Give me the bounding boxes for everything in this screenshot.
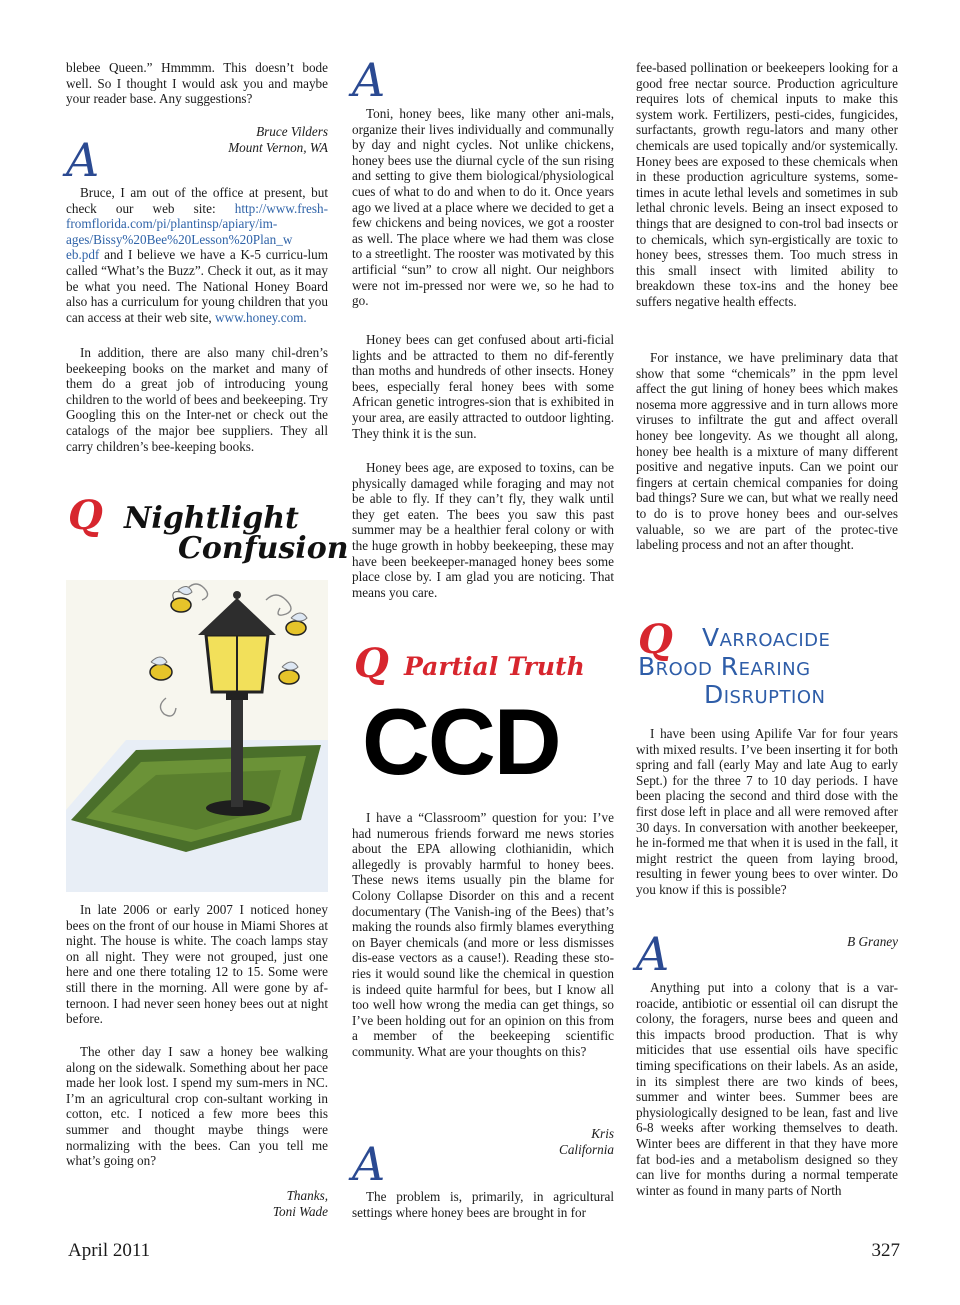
signature-place: Mount Vernon, WA bbox=[228, 140, 328, 155]
page-number: 327 bbox=[871, 1240, 900, 1261]
answer-letter: A bbox=[66, 133, 100, 187]
answer-paragraph-3: Honey bees age, are exposed to toxins, can be physically damaged while foraging and may not be able to fly. If they can’t fly, they walk until they get eaten. The bees you saw this past summer may be a healthier feral colony or with the huge growth in hobby beekeeping, these may have been beekeeper-managed honey bees some place close by. I am glad you are noticing. That means you care. bbox=[352, 460, 614, 600]
question-letter: Q bbox=[638, 616, 673, 663]
title-line-3: Disruption bbox=[704, 680, 826, 709]
title-line-1: Varroacide bbox=[702, 623, 831, 652]
answer-letter: A bbox=[636, 927, 670, 981]
question-continuation: blebee Queen.” Hmmmm. This doesn’t bode well. So I thought I would ask you and maybe your reader base. Any suggestions? bbox=[66, 60, 328, 107]
signature-name-toni: Toni Wade bbox=[272, 1204, 328, 1219]
signature-place: California bbox=[559, 1142, 614, 1157]
answer-paragraph: The problem is, primarily, in agricultural settings where honey bees are brought in for bbox=[352, 1189, 614, 1220]
answer-paragraph-2: Honey bees can get confused about arti-ficial lights and be attracted to them no dif-ferently than moths and hundreds of other insects. Honey bees, especially feral honey bees with some African genetic introgres-sion that is exhibited in your area, are easily attracted to outdoor lighting. They think it is the sun. bbox=[352, 332, 614, 441]
question-paragraph-2: The other day I saw a honey bee walking along on the sidewalk. Something about her pace made her look lost. I spend my sum-mers in NC. I’m an agricultural crop con-sultant working in cotton, etc. I noticed a few more bees this summer and thought maybe things were normalizing with the bees. Can you tell me what’s going on? bbox=[66, 1044, 328, 1169]
answer-paragraph: Anything put into a colony that is a var-roacide, antibiotic or essential oil can disrupt the colony, the foragers, nurse bees and queen and this impacts brood production. That is why miticides that use essential oils have specific timing specifications on their labels. As an aside, in its simplest there are two kinds of bees, summer and winter bees. Summer bees are physiologically designed to be lean, fast and live 6-8 weeks after working themselves to death. Winter bees are different in that they have more fat bod-ies and a metabolism designed so they can live for months during a normal temperate winter as found in many parts of North bbox=[636, 980, 898, 1198]
signature-name: B Graney bbox=[847, 934, 898, 949]
title-line-2: Brood Rearing bbox=[638, 652, 811, 681]
question-letter: Q bbox=[68, 492, 103, 539]
title-line-2: Confusion bbox=[178, 531, 349, 566]
section-title-partial-truth bbox=[352, 642, 614, 690]
column-2 bbox=[352, 0, 614, 1235]
question-paragraph: I have a “Classroom” question for you: I’ve had numerous friends forward me news stories about the EPA allowing clothianidin, which allegedly is provably harmful to honey bees. These news items usually pin the blame for Colony Collapse Disorder on this and a recent documentary (The Vanish-ing of the Bees) that’s making the rounds also firmly blames everything on Bayer chemicals (and more or less dismisses dis-ease vectors as a cause!). Reading these sto-ries it would sound like the chemical in question is indeed quite harmful for bees, but I know all too well how wrong the media can get things, so I’ve been holding out for an opinion on this from a member of the beekeeping scientific community. What are your thoughts on this? bbox=[352, 810, 614, 1059]
ccd-heading: CCD bbox=[362, 689, 560, 794]
column-1 bbox=[66, 0, 349, 1235]
footer-date: April 2011 bbox=[68, 1240, 151, 1261]
signature-name: Bruce Vilders bbox=[256, 124, 328, 139]
answer-text-lead: Bruce, I am out of the office at present, but check our web site: bbox=[66, 185, 328, 216]
answer-continuation: fee-based pollination or beekeepers looking for a good free nectar source. Production agriculture requires lots of chemical inputs to make this system work. Fertilizers, pesti-cides, fungicides, surfactants, growth regu-lators and many other chemicals are used topically and/or systemically. Honey bees are exposed to these chemicals when in these production agriculture systems, some-times in acute lethal levels and sometimes in sub lethal chronic levels. Being an insect exposed to things that are designed to con-trol bad insects or to chemicals, which syn-ergistically are toxic to honey bees, stresses them. Too much stress in this small insect with limited ability to breakdown these tox-ins and the honey bee suffers negative health effects. bbox=[636, 60, 898, 309]
answer-letter-2: A bbox=[352, 1137, 386, 1191]
signature-name: Kris bbox=[591, 1126, 614, 1141]
column-3 bbox=[636, 0, 898, 1235]
question-paragraph: I have been using Apilife Var for four years with mixed results. I’ve been inserting it for both spring and fall (early May and late Aug to early Sept.) for the three 7 to 10 day periods. I have been placing the second and third dose with the first dose left in place and all were removed after 30 days. In conversation with another beekeeper, he in-formed me that when it is used in the fall, it might restrict the queen from laying brood, resulting in fewer young bees to over winter. Do you know if this is possible? bbox=[636, 726, 898, 897]
section-title-varroacide bbox=[636, 618, 898, 716]
answer-paragraph bbox=[66, 185, 328, 325]
title-line-1: Nightlight bbox=[124, 501, 299, 536]
answer-letter: A bbox=[352, 53, 386, 107]
question-letter: Q bbox=[354, 640, 389, 687]
question-paragraph-1: In late 2006 or early 2007 I noticed honey bees on the front of our house in Miami Shores at night. The house is white. The coach lamps stay on all night. They were not grouped, just one here and one there totaling 12 to 15. Some were still there in the morning. All were gone by af-ternoon. I had never seen honey bees out at night before. bbox=[66, 902, 328, 1027]
florida-link[interactable]: http://www.fresh-fromflorida.com/pi/plantinsp/apiary/im-ages/Bissy%20Bee%20Lesson%20Plan_w eb.pdf bbox=[66, 200, 328, 263]
signature-thanks: Thanks, bbox=[286, 1188, 328, 1203]
section-title-nightlight bbox=[66, 492, 349, 570]
answer-paragraph-2: For instance, we have preliminary data that show that some “chemicals” in the ppm level affect the gut lining of honey bees which makes nosema more aggressive and in turn allows more viruses to infiltrate the gut and affect overall honey bee longevity. As we thought all along, honey bee health is a mixture of many different positive and negative inputs. Can we point our fingers at certain chemical companies for doing bad things? Sure we can, but what we really need to do is to prove honey bees and our-selves valuable, so we are part of the protec-tive labeling process and not an after thought. bbox=[636, 350, 898, 553]
answer-paragraph-1: Toni, honey bees, like many other ani-mals, organize their lives individually and communally by day and night cycles. Not unlike chickens, honey bees use the diurnal cycle of the sun rising and setting to give them biological/physiological cues of what to do and when to do it. Once years ago we lived at a place where we decided to get a few chickens and being novices, we got a rooster as well. The place where we had them was close to a streetlight. The rooster was motivated by this artificial “sun” to crow all night. Our neighbors were not im-pressed nor were we, so he had to go. bbox=[352, 106, 614, 309]
title-partial-truth: Partial Truth bbox=[404, 652, 585, 681]
lamp-illustration bbox=[66, 580, 328, 892]
honey-link[interactable]: www.honey.com. bbox=[215, 309, 307, 325]
answer-text-mid: and I believe we have a K-5 curricu-lum called “What’s the Buzz”. Check it out, as it may be what you need. The National Honey Board also has a curriculum for young children that you can access at their web site, bbox=[66, 247, 328, 325]
answer-paragraph-2: In addition, there are also many chil-dren’s beekeeping books on the market and many of them do a great job of introducing young children to the world of bees and beekeeping. Try Googling this on the Inter-net or check out the catalogs of the major bee suppliers. They all carry children’s bee-keeping books. bbox=[66, 345, 328, 454]
